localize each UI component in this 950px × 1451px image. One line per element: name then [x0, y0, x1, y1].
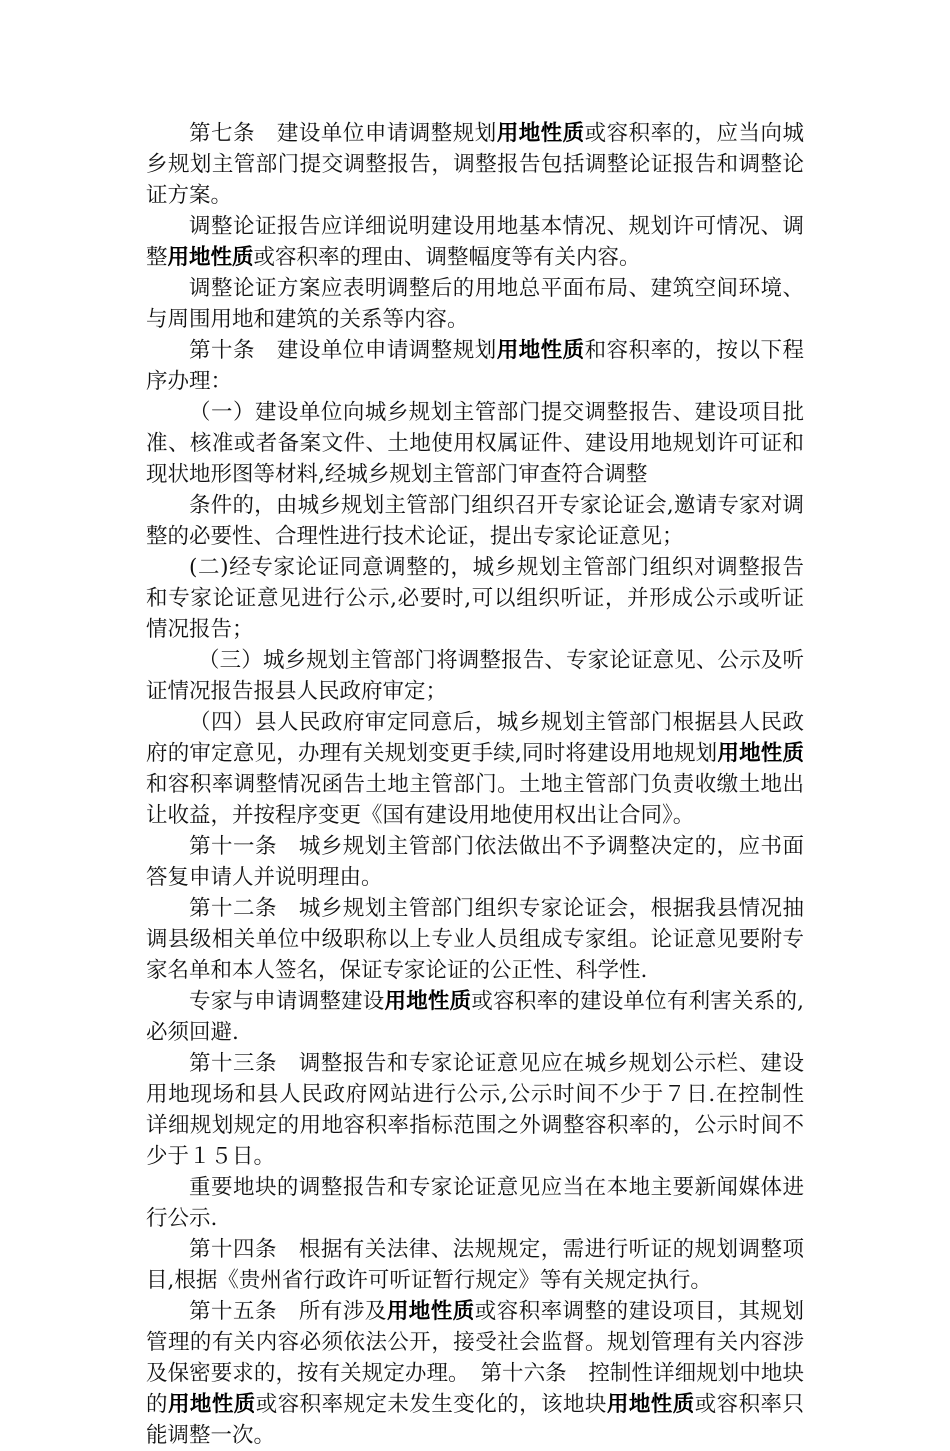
demonstration-report-paragraph: [146, 211, 804, 273]
article-7-paragraph: [146, 118, 804, 211]
text-segment: （一）建设单位向城乡规划主管部门提交调整报告、建设项目批准、核准或者备案文件、土地使用权属证件、建设用地规划许可证和现状地形图等材料,经城乡规划主管部门审查符合调整: [146, 400, 804, 487]
text-segment: 或容积率调整的建设项目，其规划管理的有关内容必须依法公开，接受社会监督。规划管理有关内容涉及保密要求的，按有关规定办理。 第十六条 控制性详细规划中地块的: [146, 1299, 804, 1417]
text-segment: 第十五条 所有涉及: [189, 1299, 387, 1324]
text-segment: 第七条 建设单位申请调整规划: [189, 121, 497, 146]
text-segment: 调整论证方案应表明调整后的用地总平面布局、建筑空间环境、与周围用地和建筑的关系等内容。: [146, 276, 804, 332]
text-segment: 或容积率的建设单位有利害关系的,必须回避.: [146, 989, 804, 1045]
highlighted-keyword: 用地性质: [167, 245, 254, 270]
text-segment: 第十条 建设单位申请调整规划: [189, 338, 497, 363]
article-14-paragraph: [146, 1234, 804, 1296]
text-segment: 和容积率调整情况函告土地主管部门。土地主管部门负责收缴土地出让收益，并按程序变更《国有建设用地使用权出让合同》。: [146, 772, 804, 828]
highlighted-keyword: 用地性质: [717, 741, 804, 766]
text-segment: 或容积率规定未发生变化的，该地块: [255, 1392, 607, 1417]
text-segment: 第十四条 根据有关法律、法规规定，需进行听证的规划调整项目,根据《贵州省行政许可听证暂行规定》等有关规定执行。: [146, 1237, 804, 1293]
text-segment: 第十一条 城乡规划主管部门依法做出不予调整决定的，应书面答复申请人并说明理由。: [146, 834, 804, 890]
text-segment: 重要地块的调整报告和专家论证意见应当在本地主要新闻媒体进行公示.: [146, 1175, 804, 1231]
procedure-item-4-paragraph: [146, 707, 804, 831]
demonstration-plan-paragraph: [146, 273, 804, 335]
highlighted-keyword: 用地性质: [496, 121, 585, 146]
text-segment: 第十二条 城乡规划主管部门组织专家论证会，根据我县情况抽调县级相关单位中级职称以上专业人员组成专家组。论证意见要附专家名单和本人签名，保证专家论证的公正性、科学性.: [146, 896, 804, 983]
text-segment: 第十三条 调整报告和专家论证意见应在城乡规划公示栏、建设用地现场和县人民政府网站进行公示,公示时间不少于７日.在控制性详细规划规定的用地容积率指标范围之外调整容积率的，公示时间不少于１５日。: [146, 1051, 804, 1169]
procedure-item-2-paragraph: [146, 552, 804, 645]
text-segment: 专家与申请调整建设: [189, 989, 385, 1014]
highlighted-keyword: 用地性质: [496, 338, 585, 363]
highlighted-keyword: 用地性质: [386, 1299, 475, 1324]
highlighted-keyword: 用地性质: [167, 1392, 256, 1417]
text-segment: 或容积率的，应当向城乡规划主管部门提交调整报告，调整报告包括调整论证报告和调整论证方案。: [146, 121, 804, 208]
highlighted-keyword: 用地性质: [384, 989, 472, 1014]
document-page: [146, 118, 804, 1451]
text-segment: 调整论证报告应详细说明建设用地基本情况、规划许可情况、调整: [146, 214, 804, 270]
procedure-item-1-continued-paragraph: [146, 490, 804, 552]
procedure-item-1-paragraph: [146, 397, 804, 490]
highlighted-keyword: 用地性质: [606, 1392, 695, 1417]
text-segment: 条件的，由城乡规划主管部门组织召开专家论证会,邀请专家对调整的必要性、合理性进行技术论证，提出专家论证意见；: [146, 493, 804, 549]
article-10-paragraph: [146, 335, 804, 397]
text-segment: （四）县人民政府审定同意后，城乡规划主管部门根据县人民政府的审定意见，办理有关规划变更手续,同时将建设用地规划: [146, 710, 804, 766]
media-publicity-paragraph: [146, 1172, 804, 1234]
article-11-paragraph: [146, 831, 804, 893]
procedure-item-3-paragraph: [146, 645, 804, 707]
text-segment: 和容积率的，按以下程序办理：: [146, 338, 804, 394]
recusal-paragraph: [146, 986, 804, 1048]
text-segment: 或容积率的理由、调整幅度等有关内容。: [253, 245, 641, 270]
article-12-paragraph: [146, 893, 804, 986]
text-segment: （三）城乡规划主管部门将调整报告、专家论证意见、公示及听证情况报告报县人民政府审定；: [146, 648, 804, 704]
article-13-paragraph: [146, 1048, 804, 1172]
text-segment: 或容积率只能调整一次。: [146, 1392, 804, 1448]
text-segment: (二)经专家论证同意调整的，城乡规划主管部门组织对调整报告和专家论证意见进行公示,必要时,可以组织听证，并形成公示或听证情况报告；: [146, 555, 804, 642]
article-15-16-paragraph: [146, 1296, 804, 1451]
